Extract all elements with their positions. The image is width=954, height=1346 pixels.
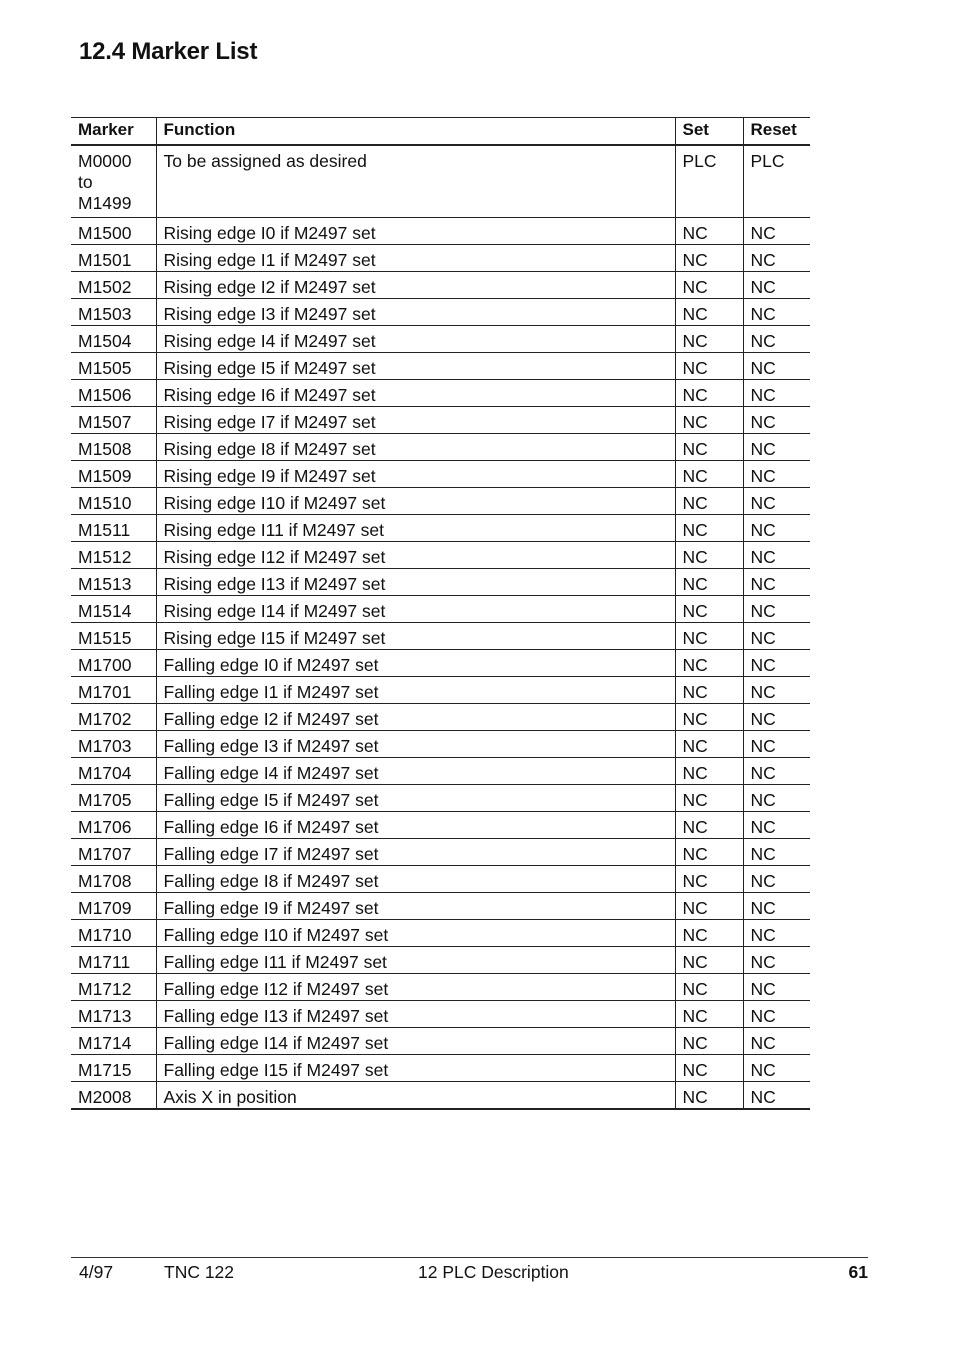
- table-row: [71, 865, 810, 892]
- cell-set: NC: [675, 865, 743, 892]
- cell-reset: NC: [743, 703, 810, 730]
- table-row: [71, 1081, 810, 1109]
- cell-set: NC: [675, 1000, 743, 1027]
- cell-marker: [71, 784, 156, 811]
- marker-id: M1709: [78, 897, 132, 918]
- cell-reset: NC: [743, 757, 810, 784]
- cell-function: Rising edge I6 if M2497 set: [156, 379, 675, 406]
- cell-marker: [71, 1081, 156, 1109]
- marker-id: M1506: [78, 384, 132, 405]
- cell-marker: [71, 244, 156, 271]
- marker-id: M1705: [78, 789, 132, 810]
- cell-function: Falling edge I7 if M2497 set: [156, 838, 675, 865]
- cell-set: NC: [675, 406, 743, 433]
- cell-reset: NC: [743, 676, 810, 703]
- cell-function: Falling edge I2 if M2497 set: [156, 703, 675, 730]
- cell-marker: [71, 541, 156, 568]
- marker-id: M1508: [78, 438, 132, 459]
- cell-reset: NC: [743, 595, 810, 622]
- table-row: [71, 244, 810, 271]
- footer-divider: [71, 1257, 868, 1258]
- cell-marker: [71, 649, 156, 676]
- cell-set: NC: [675, 568, 743, 595]
- cell-function: Rising edge I1 if M2497 set: [156, 244, 675, 271]
- cell-function: Falling edge I4 if M2497 set: [156, 757, 675, 784]
- cell-reset: NC: [743, 973, 810, 1000]
- cell-set: NC: [675, 838, 743, 865]
- cell-marker: [71, 757, 156, 784]
- marker-id: M1712: [78, 978, 132, 999]
- cell-marker: [71, 973, 156, 1000]
- table-row: [71, 514, 810, 541]
- cell-function: Falling edge I0 if M2497 set: [156, 649, 675, 676]
- marker-id: M1500: [78, 222, 132, 243]
- cell-reset: NC: [743, 946, 810, 973]
- cell-set: NC: [675, 784, 743, 811]
- cell-set: NC: [675, 352, 743, 379]
- cell-function: Falling edge I9 if M2497 set: [156, 892, 675, 919]
- cell-marker: [71, 1054, 156, 1081]
- table-row: [71, 730, 810, 757]
- table-row: [71, 325, 810, 352]
- marker-id: M0000: [78, 151, 132, 171]
- cell-function: Rising edge I15 if M2497 set: [156, 622, 675, 649]
- cell-function: Falling edge I14 if M2497 set: [156, 1027, 675, 1054]
- cell-set: NC: [675, 298, 743, 325]
- cell-marker: [71, 919, 156, 946]
- cell-reset: NC: [743, 487, 810, 514]
- cell-function: Rising edge I3 if M2497 set: [156, 298, 675, 325]
- table-row: [71, 784, 810, 811]
- cell-set: NC: [675, 460, 743, 487]
- cell-set: NC: [675, 973, 743, 1000]
- table-row: [71, 595, 810, 622]
- cell-set: NC: [675, 946, 743, 973]
- marker-id: M1502: [78, 276, 132, 297]
- table-row: [71, 271, 810, 298]
- marker-id: to: [78, 172, 93, 192]
- table-row: [71, 811, 810, 838]
- table-row: [71, 217, 810, 244]
- marker-table: [71, 117, 810, 1110]
- cell-reset: NC: [743, 514, 810, 541]
- cell-reset: NC: [743, 730, 810, 757]
- cell-set: NC: [675, 919, 743, 946]
- table-row: [71, 757, 810, 784]
- table-row: [71, 919, 810, 946]
- cell-set: NC: [675, 514, 743, 541]
- cell-function: Rising edge I2 if M2497 set: [156, 271, 675, 298]
- marker-id: M1708: [78, 870, 132, 891]
- cell-function: Rising edge I8 if M2497 set: [156, 433, 675, 460]
- page-title: 12.4 Marker List: [79, 38, 258, 65]
- marker-id: M1715: [78, 1059, 132, 1080]
- cell-function: Rising edge I0 if M2497 set: [156, 217, 675, 244]
- marker-id: M1701: [78, 681, 132, 702]
- cell-marker: [71, 568, 156, 595]
- footer-date: 4/97: [79, 1262, 114, 1282]
- cell-marker: [71, 379, 156, 406]
- cell-reset: NC: [743, 1027, 810, 1054]
- marker-id: M1510: [78, 492, 132, 513]
- cell-marker: [71, 703, 156, 730]
- header-function: Function: [156, 118, 675, 146]
- cell-set: PLC: [675, 145, 743, 217]
- cell-function: Falling edge I5 if M2497 set: [156, 784, 675, 811]
- marker-id: M1509: [78, 465, 132, 486]
- cell-marker: [71, 406, 156, 433]
- cell-set: NC: [675, 379, 743, 406]
- cell-marker: [71, 352, 156, 379]
- cell-reset: NC: [743, 919, 810, 946]
- marker-id: M1513: [78, 573, 132, 594]
- cell-reset: NC: [743, 298, 810, 325]
- table-row: [71, 946, 810, 973]
- marker-id: M1514: [78, 600, 132, 621]
- table-body: [71, 145, 810, 1109]
- cell-function: Rising edge I12 if M2497 set: [156, 541, 675, 568]
- table-row: [71, 145, 810, 217]
- marker-id: M1515: [78, 627, 132, 648]
- cell-set: NC: [675, 649, 743, 676]
- cell-reset: NC: [743, 622, 810, 649]
- marker-id: M1706: [78, 816, 132, 837]
- cell-marker: [71, 271, 156, 298]
- cell-marker: [71, 595, 156, 622]
- cell-reset: NC: [743, 271, 810, 298]
- table-row: [71, 568, 810, 595]
- cell-reset: NC: [743, 406, 810, 433]
- table-row: [71, 892, 810, 919]
- cell-function: Rising edge I11 if M2497 set: [156, 514, 675, 541]
- cell-marker: [71, 1027, 156, 1054]
- cell-reset: NC: [743, 379, 810, 406]
- table-row: [71, 352, 810, 379]
- cell-reset: NC: [743, 649, 810, 676]
- cell-set: NC: [675, 433, 743, 460]
- marker-id: M1507: [78, 411, 132, 432]
- cell-function: Falling edge I3 if M2497 set: [156, 730, 675, 757]
- marker-id: M1703: [78, 735, 132, 756]
- marker-id: M1504: [78, 330, 132, 351]
- cell-reset: NC: [743, 460, 810, 487]
- cell-function: Falling edge I12 if M2497 set: [156, 973, 675, 1000]
- marker-id: M1711: [78, 951, 131, 972]
- cell-marker: [71, 865, 156, 892]
- table-row: [71, 433, 810, 460]
- cell-set: NC: [675, 595, 743, 622]
- cell-set: NC: [675, 1027, 743, 1054]
- table-row: [71, 838, 810, 865]
- table-row: [71, 541, 810, 568]
- cell-marker: [71, 325, 156, 352]
- cell-marker: [71, 676, 156, 703]
- cell-reset: NC: [743, 433, 810, 460]
- cell-set: NC: [675, 244, 743, 271]
- cell-marker: [71, 487, 156, 514]
- table-row: [71, 649, 810, 676]
- header-reset: Reset: [743, 118, 810, 146]
- cell-function: Falling edge I13 if M2497 set: [156, 1000, 675, 1027]
- marker-id: M1501: [78, 249, 132, 270]
- cell-set: NC: [675, 541, 743, 568]
- marker-id: M1707: [78, 843, 132, 864]
- marker-id: M1704: [78, 762, 132, 783]
- table-row: [71, 622, 810, 649]
- cell-marker: [71, 622, 156, 649]
- cell-set: NC: [675, 1081, 743, 1109]
- cell-function: Falling edge I1 if M2497 set: [156, 676, 675, 703]
- marker-id: M1714: [78, 1032, 132, 1053]
- marker-id: M1700: [78, 654, 132, 675]
- cell-function: Rising edge I5 if M2497 set: [156, 352, 675, 379]
- cell-function: Falling edge I6 if M2497 set: [156, 811, 675, 838]
- cell-set: NC: [675, 271, 743, 298]
- cell-set: NC: [675, 217, 743, 244]
- cell-function: Rising edge I9 if M2497 set: [156, 460, 675, 487]
- cell-marker: [71, 145, 156, 217]
- footer-chapter: 12 PLC Description: [418, 1262, 569, 1282]
- cell-function: Axis X in position: [156, 1081, 675, 1109]
- cell-function: Rising edge I7 if M2497 set: [156, 406, 675, 433]
- cell-function: Rising edge I13 if M2497 set: [156, 568, 675, 595]
- cell-marker: [71, 1000, 156, 1027]
- header-marker: Marker: [71, 118, 156, 146]
- marker-id: M1512: [78, 546, 132, 567]
- marker-id: M1503: [78, 303, 132, 324]
- cell-reset: NC: [743, 784, 810, 811]
- cell-reset: NC: [743, 892, 810, 919]
- cell-set: NC: [675, 487, 743, 514]
- table-row: [71, 676, 810, 703]
- table-row: [71, 460, 810, 487]
- cell-set: NC: [675, 811, 743, 838]
- cell-marker: [71, 838, 156, 865]
- table-row: [71, 379, 810, 406]
- footer-model: TNC 122: [164, 1262, 235, 1282]
- header-set: Set: [675, 118, 743, 146]
- table-row: [71, 298, 810, 325]
- cell-reset: NC: [743, 811, 810, 838]
- cell-function: Rising edge I14 if M2497 set: [156, 595, 675, 622]
- cell-reset: NC: [743, 352, 810, 379]
- cell-set: NC: [675, 892, 743, 919]
- cell-function: Falling edge I15 if M2497 set: [156, 1054, 675, 1081]
- cell-reset: NC: [743, 568, 810, 595]
- cell-set: NC: [675, 730, 743, 757]
- table-row: [71, 487, 810, 514]
- cell-reset: NC: [743, 865, 810, 892]
- table-row: [71, 406, 810, 433]
- marker-id: M1713: [78, 1005, 132, 1026]
- cell-reset: NC: [743, 244, 810, 271]
- cell-marker: [71, 811, 156, 838]
- table-row: [71, 1000, 810, 1027]
- cell-marker: [71, 460, 156, 487]
- marker-id: M1511: [78, 519, 131, 540]
- cell-reset: NC: [743, 541, 810, 568]
- cell-reset: NC: [743, 325, 810, 352]
- cell-marker: [71, 892, 156, 919]
- page-number: 61: [848, 1262, 868, 1282]
- cell-set: NC: [675, 622, 743, 649]
- marker-id: M2008: [78, 1086, 132, 1107]
- cell-reset: NC: [743, 1081, 810, 1109]
- cell-marker: [71, 946, 156, 973]
- cell-function: Falling edge I10 if M2497 set: [156, 919, 675, 946]
- cell-marker: [71, 217, 156, 244]
- cell-function: Rising edge I10 if M2497 set: [156, 487, 675, 514]
- cell-set: NC: [675, 325, 743, 352]
- cell-marker: [71, 514, 156, 541]
- cell-marker: [71, 433, 156, 460]
- cell-marker: [71, 298, 156, 325]
- cell-function: Falling edge I11 if M2497 set: [156, 946, 675, 973]
- cell-reset: PLC: [743, 145, 810, 217]
- cell-set: NC: [675, 757, 743, 784]
- table-row: [71, 1054, 810, 1081]
- cell-function: Rising edge I4 if M2497 set: [156, 325, 675, 352]
- cell-set: NC: [675, 703, 743, 730]
- table-row: [71, 1027, 810, 1054]
- cell-function: Falling edge I8 if M2497 set: [156, 865, 675, 892]
- marker-id: M1505: [78, 357, 132, 378]
- cell-set: NC: [675, 676, 743, 703]
- marker-id: M1702: [78, 708, 132, 729]
- marker-id: M1499: [78, 193, 132, 213]
- cell-set: NC: [675, 1054, 743, 1081]
- cell-reset: NC: [743, 1000, 810, 1027]
- cell-marker: [71, 730, 156, 757]
- table-row: [71, 703, 810, 730]
- cell-reset: NC: [743, 217, 810, 244]
- cell-function: To be assigned as desired: [156, 145, 675, 217]
- table-row: [71, 973, 810, 1000]
- cell-reset: NC: [743, 838, 810, 865]
- cell-reset: NC: [743, 1054, 810, 1081]
- table-header-row: [71, 118, 810, 146]
- marker-id: M1710: [78, 924, 132, 945]
